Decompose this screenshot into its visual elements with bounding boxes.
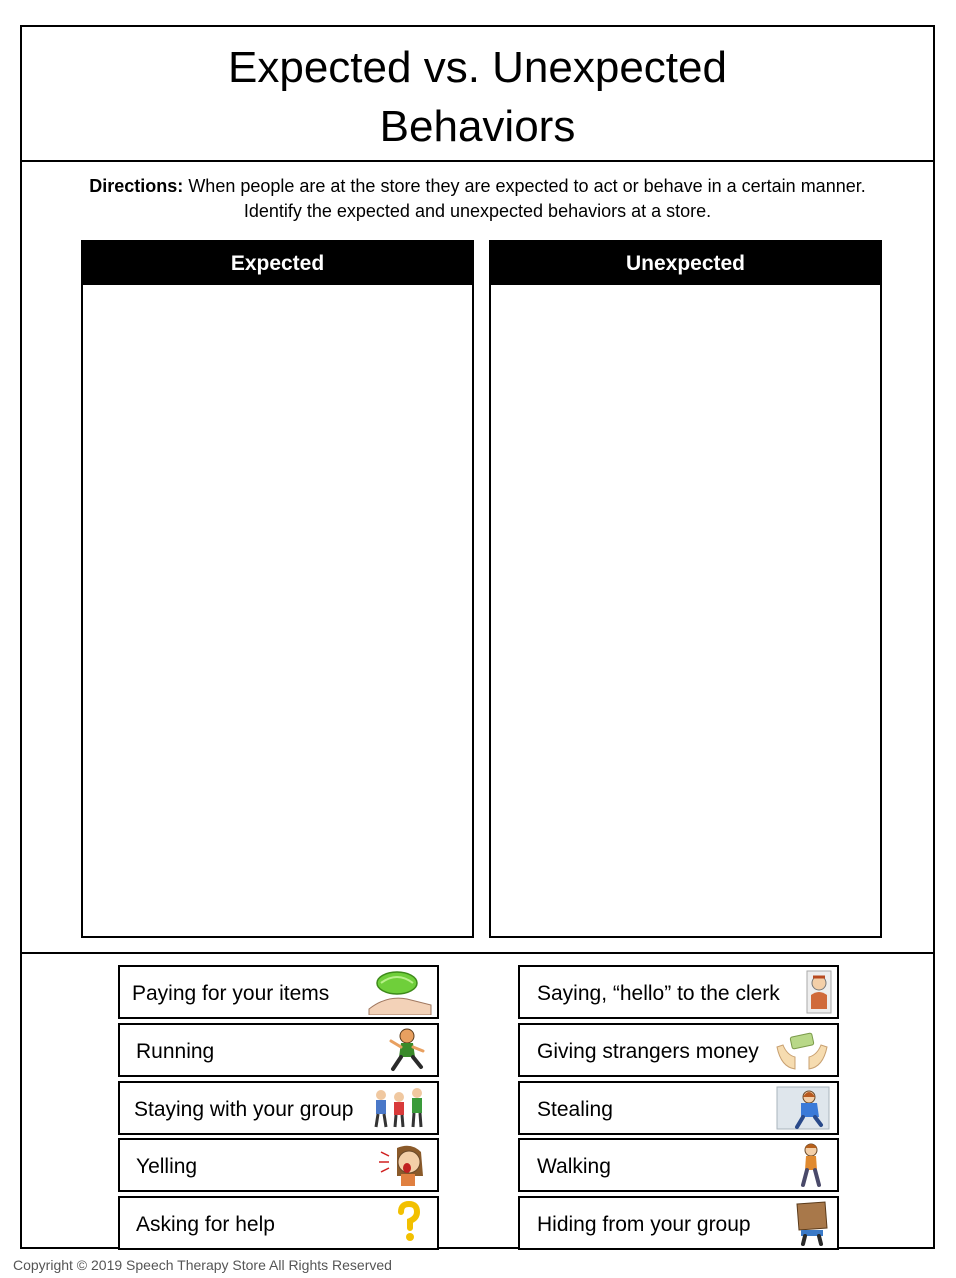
card-staying-group[interactable] <box>118 1081 439 1135</box>
card-label: Walking <box>537 1155 611 1178</box>
card-label: Giving strangers money <box>537 1040 759 1063</box>
card-stealing[interactable] <box>518 1081 839 1135</box>
money-hands-icon <box>767 1027 833 1073</box>
card-label: Saying, “hello” to the clerk <box>537 982 780 1005</box>
box-hiding-kid-icon <box>767 1200 833 1246</box>
card-yelling[interactable] <box>118 1138 439 1192</box>
card-walking[interactable] <box>518 1138 839 1192</box>
stealing-kid-icon <box>767 1085 833 1131</box>
card-paying[interactable] <box>118 965 439 1019</box>
expected-header: Expected <box>83 242 472 285</box>
money-hand-icon <box>367 969 433 1015</box>
directions <box>22 174 933 224</box>
unexpected-header: Unexpected <box>491 242 880 285</box>
card-label: Running <box>136 1040 215 1063</box>
card-asking-help[interactable] <box>118 1196 439 1250</box>
directions-line-1: When people are at the store they are expected to act or behave in a certain manner. <box>188 176 866 196</box>
yelling-kid-icon <box>367 1142 433 1188</box>
section-divider <box>22 952 933 954</box>
card-hello-clerk[interactable] <box>518 965 839 1019</box>
directions-line-2: Identify the expected and unexpected behaviors at a store. <box>243 201 712 221</box>
unexpected-column[interactable] <box>489 240 882 938</box>
card-label: Hiding from your group <box>537 1213 751 1236</box>
card-label: Paying for your items <box>132 982 330 1005</box>
expected-drop-area[interactable] <box>83 285 472 936</box>
card-label: Staying with your group <box>134 1098 354 1121</box>
title-line-2: Behaviors <box>379 102 576 151</box>
clerk-greeting-icon <box>767 969 833 1015</box>
copyright-notice: Copyright © 2019 Speech Therapy Store All Rights Reserved <box>13 1257 392 1273</box>
worksheet <box>20 25 935 1249</box>
card-hiding-group[interactable] <box>518 1196 839 1250</box>
card-giving-money[interactable] <box>518 1023 839 1077</box>
title-box <box>22 27 933 162</box>
walking-kid-icon <box>767 1142 833 1188</box>
question-mark-icon <box>367 1200 433 1246</box>
card-label: Yelling <box>136 1155 198 1178</box>
title-line-1: Expected vs. Unexpected <box>228 43 727 92</box>
directions-label: Directions: <box>89 176 184 196</box>
unexpected-drop-area[interactable] <box>491 285 880 936</box>
running-kid-icon <box>367 1027 433 1073</box>
group-kids-icon <box>367 1085 433 1131</box>
card-running[interactable] <box>118 1023 439 1077</box>
card-label: Stealing <box>537 1098 613 1121</box>
card-label: Asking for help <box>136 1213 275 1236</box>
expected-column[interactable] <box>81 240 474 938</box>
